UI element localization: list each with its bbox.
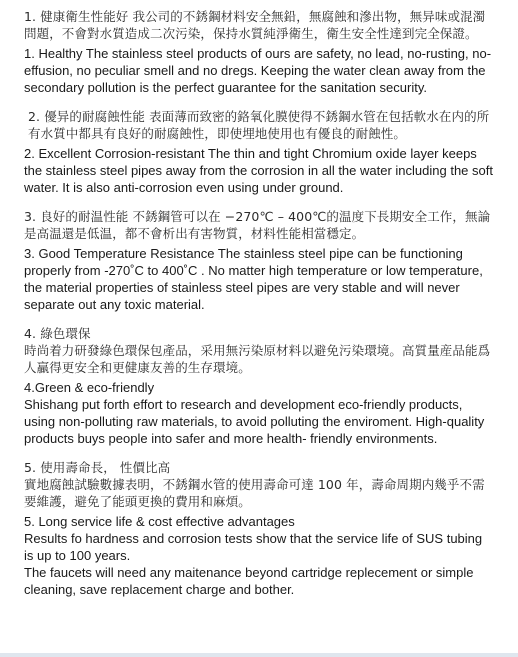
section-4 (24, 325, 494, 447)
section-3-zh: 3. 良好的耐温性能 不銹鋼管可以在 −270℃ – 400℃的温度下長期安全工作，無論是高温還是低温，都不會析出有害物質，材料性能相當穩定。 (24, 209, 491, 241)
section-3-en: 3. Good Temperature Resistance The stainless steel pipe can be functioning properly from -270˚C to 400˚C . No matter high temperature or low temperature, the material properties of stainless steel pipes are very stable and will never separate out any toxic material. (24, 246, 483, 312)
section-1-zh: 1. 健康衛生性能好 我公司的不銹鋼材料安全無鉛，無腐蝕和滲出物，無异味或混濁問題，不會對水質造成二次污染，保持水質純淨衛生，衛生安全性達到完全保證。 (24, 9, 486, 41)
section-5-zh: 5. 使用壽命長， 性價比高 實地腐蝕試驗數據表明，不銹鋼水管的使用壽命可達 100 年，壽命周期内幾乎不需要維護，避免了能頭更換的費用和麻煩。 (24, 460, 485, 509)
section-2-zh: 2. 優异的耐腐蝕性能 表面薄而致密的鉻氧化膜使得不銹鋼水管在包括軟水在内的所有水質中都具有良好的耐腐蝕性，即使埋地使用也有優良的耐蝕性。 (28, 109, 490, 141)
section-4-en: 4.Green & eco-friendly Shishang put forth effort to research and development eco-friendly products, using non-polluting raw materials, to avoid polluting the enviroment. High-quality products buys people into safer and more health- friendly environments. (24, 380, 485, 446)
section-2-en: 2. Excellent Corrosion-resistant The thin and tight Chromium oxide layer keeps the stainless steel pipes away from the corrosion in all the water including the soft water. It is also anti-corrosion even using under ground. (24, 146, 493, 195)
section-1-en: 1. Healthy The stainless steel products of ours are safety, no lead, no-rusting, no-effusion, no peculiar smell and no dregs. Keeping the water clean away from the secondary pollution is the perfect guarantee for the sanitation security. (24, 46, 492, 95)
section-2 (24, 108, 494, 196)
section-5-en: 5. Long service life & cost effective advantages Results fo hardness and corrosion tests show that the service life of SUS tubing is up to 100 years. The faucets will need any maitenance beyond cartridge replecement or simple cleaning, save replacement charge and bother. (24, 514, 483, 597)
section-4-zh: 4. 綠色環保 時尚着力研發綠色環保包產品，采用無污染原材料以避免污染環境。高質量産品能爲人贏得更安全和更健康友善的生存環境。 (24, 326, 491, 375)
bottom-divider (0, 653, 518, 657)
section-5 (24, 459, 494, 598)
section-3 (24, 208, 494, 313)
section-1 (24, 8, 494, 96)
